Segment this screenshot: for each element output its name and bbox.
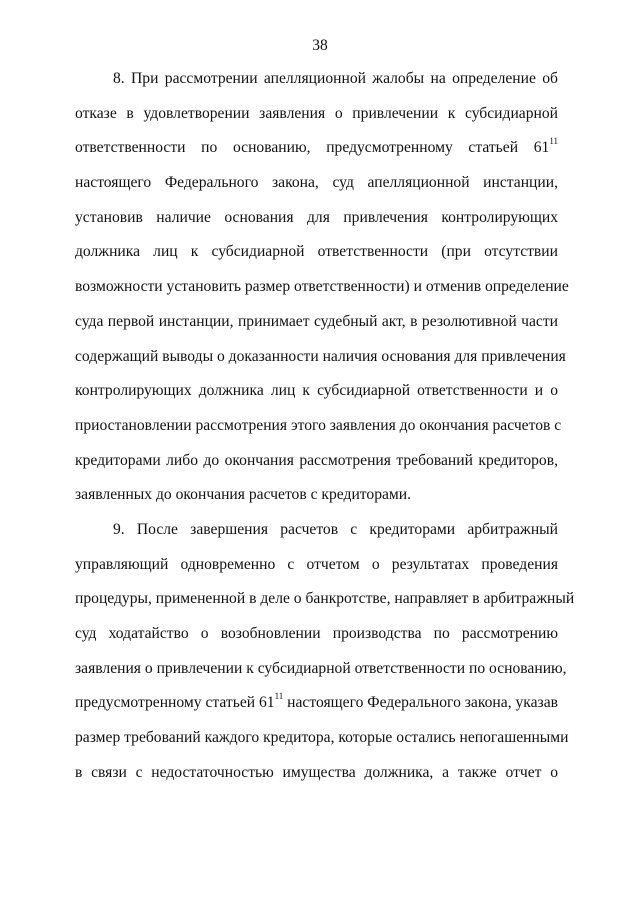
line-text: приостановлении рассмотрения этого заявления до окончания расчетов с xyxy=(75,416,562,434)
text-line xyxy=(75,305,558,340)
text-line xyxy=(75,409,562,444)
text-line xyxy=(75,62,558,97)
article-superscript: 11 xyxy=(549,136,558,147)
page-number: 38 xyxy=(312,37,328,54)
text-line xyxy=(75,340,566,375)
line-text: предусмотренному статьей 61 xyxy=(75,694,275,712)
text-line xyxy=(75,166,558,201)
line-text: кредиторами либо до окончания рассмотрения требований кредиторов, xyxy=(75,451,558,469)
line-text: возможности установить размер ответственности) и отменив определение xyxy=(75,278,569,296)
text-line xyxy=(75,97,558,132)
line-text: размер требований каждого кредитора, которые остались непогашенными xyxy=(75,729,569,747)
text-line xyxy=(75,686,558,721)
text-line xyxy=(75,513,558,548)
text-line xyxy=(75,582,575,617)
text-line xyxy=(75,478,558,513)
line-text: процедуры, примененной в деле о банкротстве, направляет в арбитражный xyxy=(75,590,575,608)
text-line xyxy=(75,270,569,305)
paragraph-8 xyxy=(75,62,569,513)
text-line xyxy=(75,617,558,652)
line-text: ответственности по основанию, предусмотренному статьей 61 xyxy=(75,139,550,157)
line-text: отказе в удовлетворении заявления о привлечении к субсидиарной xyxy=(75,104,558,122)
paragraph-9 xyxy=(75,513,575,791)
line-text: в связи с недостаточностью имущества должника, а также отчет о xyxy=(75,763,558,781)
line-text: заявленных до окончания расчетов с кредиторами. xyxy=(75,486,412,504)
text-line xyxy=(75,235,558,270)
text-line xyxy=(75,131,558,166)
text-line xyxy=(75,721,569,756)
line-text: заявления о привлечении к субсидиарной ответственности по основанию, xyxy=(75,659,567,677)
line-text: 8. При рассмотрении апелляционной жалобы на определение об xyxy=(113,70,558,87)
text-line xyxy=(75,201,558,236)
line-text: суд ходатайство о возобновлении производства по рассмотрению xyxy=(75,625,558,642)
text-line xyxy=(75,548,558,583)
text-line xyxy=(75,444,558,479)
line-text: управляющий одновременно с отчетом о результатах проведения xyxy=(75,555,558,573)
line-text: должника лиц к субсидиарной ответственности (при отсутствии xyxy=(75,243,558,261)
line-text: установив наличие основания для привлечения контролирующих xyxy=(75,208,558,226)
line-text: контролирующих должника лиц к субсидиарной ответственности и о xyxy=(75,382,558,400)
document-body xyxy=(75,62,575,790)
line-text: настоящего Федерального закона, суд апелляционной инстанции, xyxy=(75,174,558,192)
line-text: настоящего Федерального закона, указав xyxy=(283,694,558,712)
text-line xyxy=(75,652,567,687)
line-text: 9. После завершения расчетов с кредиторами арбитражный xyxy=(113,520,558,538)
text-line xyxy=(75,756,558,791)
text-line xyxy=(75,374,558,409)
line-text: содержащий выводы о доказанности наличия основания для привлечения xyxy=(75,347,566,365)
line-text: суда первой инстанции, принимает судебный акт, в резолютивной части xyxy=(75,312,558,330)
article-superscript: 11 xyxy=(274,691,284,702)
